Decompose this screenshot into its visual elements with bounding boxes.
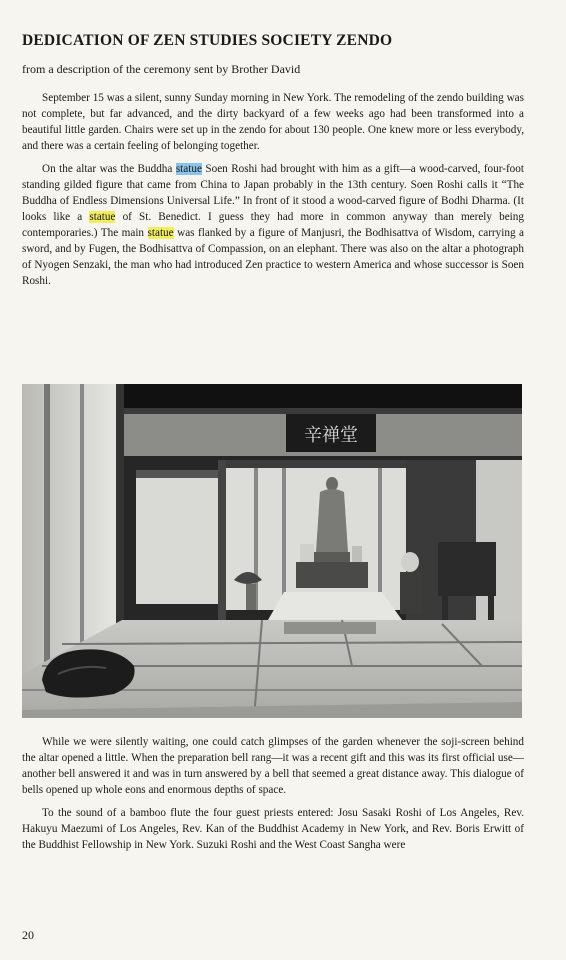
paragraph-3: While we were silently waiting, one could catch glimpses of the garden whenever the soji-screen behind the altar opened a little. When the preparation bell rang—it was a recent gift and this was its first official use—another bell answered it and was in turn answered by a bell that seemed a great distance away. This dialogue of bells opened up whole eons and enormous depths of space. [22,736,524,796]
text-block-bottom [22,734,524,860]
highlighted-word-statue-1: statue [175,163,202,175]
paragraph-4: To the sound of a bamboo flute the four guest priests entered: Josu Sasaki Roshi of Los Angeles, Rev. Hakuyu Maezumi of Los Angeles, Rev. Kan of the Buddhist Academy in New York, and Rev. Boris Erwitt of the Buddhist Fellowship in New York. Suzuki Roshi and the West Coast Sangha were [22,807,524,851]
zendo-plaque-text: 辛禅堂 [304,425,358,446]
paragraph-2-part-a: On the altar was the Buddha [42,163,176,175]
paragraph-2 [22,161,524,289]
article-title: DEDICATION OF ZEN STUDIES SOCIETY ZENDO [22,32,393,49]
article-subtitle: from a description of the ceremony sent by Brother David [22,62,301,76]
highlighted-word-statue-2: statue [89,211,116,223]
paragraph-2-part-c: Soen Roshi had brought with him as a gift—a wood-carved, four-foot standing gilded figure that came from China to Japan probably in the 13th century. Soen Roshi calls it “The Buddha of Endless Dimensions Universal Life.” In front of it stood a wood-carved figure of Bodhi Dharma. (It looks like a [22,163,524,223]
page-number: 20 [22,928,34,942]
paragraph-2-part-g: was flanked by a figure of Manjusri, the Bodhisattva of Wisdom, carrying a sword, and by Fugen, the Bodhisattva of Compassion, on an elephant. There was also on the altar a photograph of Nyogen Senzaki, the man who had introduced Zen practice to western America and whose successor is Soen Roshi. [22,227,524,287]
highlighted-word-statue-3: statue [147,227,174,239]
paragraph-2-part-e: of St. Benedict. I guess they had more in common anyway than merely being contemporaries.) The main [22,211,524,239]
zendo-interior-photo [22,384,522,718]
text-block-top [22,90,524,296]
paragraph-1: September 15 was a silent, sunny Sunday morning in New York. The remodeling of the zendo building was not complete, but far advanced, and the dirty backyard of a few weeks ago had been transformed into a beautiful little garden. Chairs were set up in the zendo for about 130 people. One knew more or less everybody, and there was a certain feeling of belonging together. [22,92,524,152]
